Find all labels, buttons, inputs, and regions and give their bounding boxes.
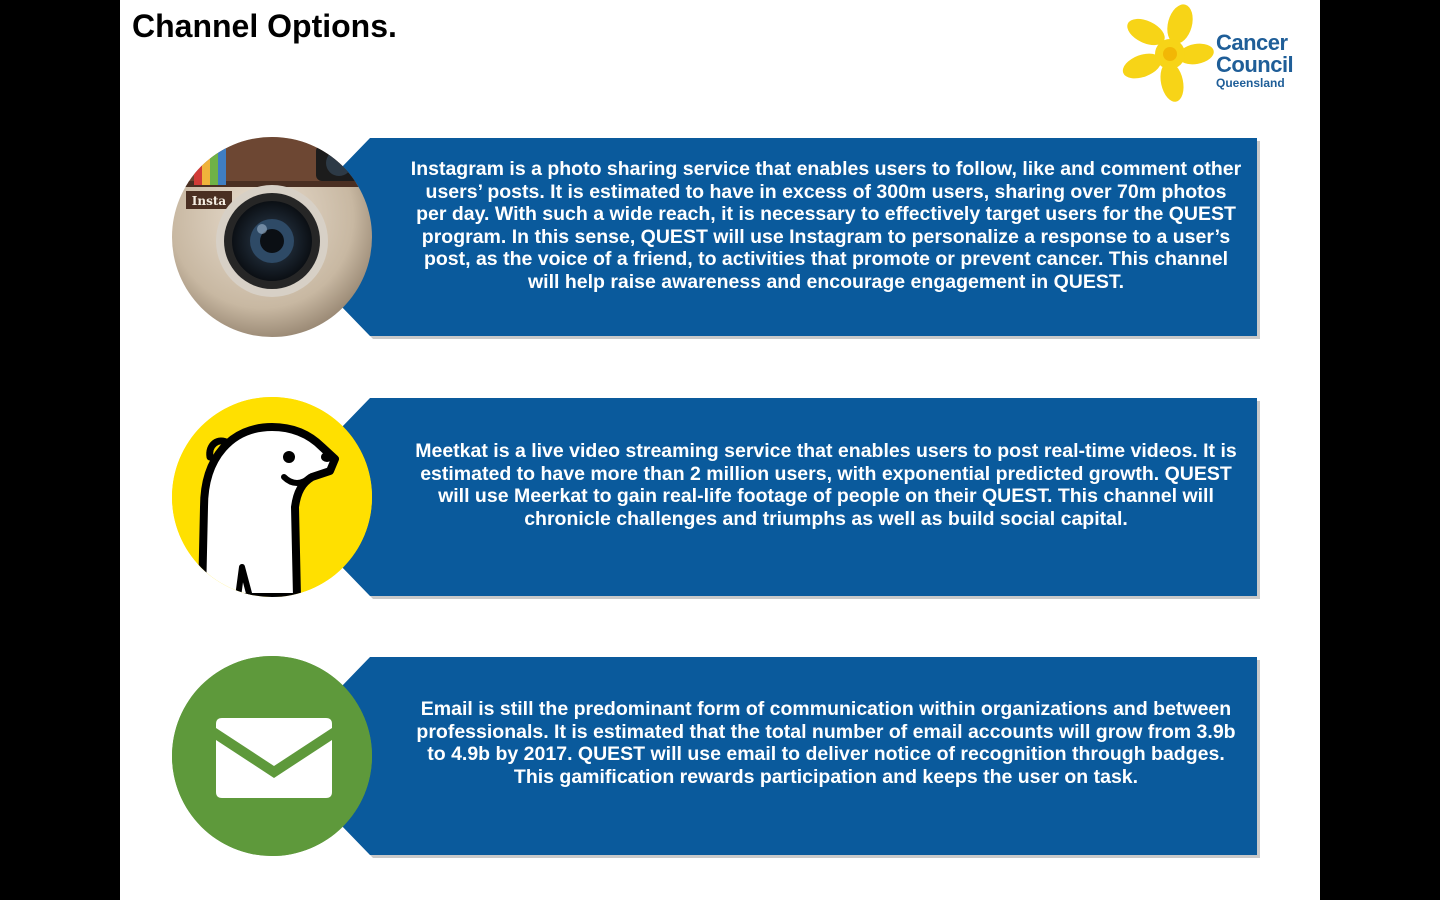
envelope-icon <box>172 656 372 856</box>
daffodil-icon <box>1120 2 1216 106</box>
logo-line-cancer: Cancer <box>1216 30 1288 55</box>
logo-line-queensland: Queensland <box>1216 76 1285 90</box>
cancer-council-logo <box>1120 2 1320 106</box>
slide <box>120 0 1320 900</box>
meerkat-icon <box>172 397 372 597</box>
instagram-camera-icon <box>172 137 372 337</box>
channel-description-instagram: Instagram is a photo sharing service that enables users to follow, like and comment other users’ posts. It is estimated to have in excess of 300m users, sharing over 70m photos per day. With such a wide reach, it is necessary to effectively target users for the QUEST program. In this sense, QUEST will use Instagram to personalize a response to a user’s post, as the voice of a friend, to activities that promote or prevent cancer. This channel will help raise awareness and encourage engagement in QUEST. <box>410 158 1242 293</box>
channel-description-email: Email is still the predominant form of communication within organizations and between professionals. It is estimated that the total number of email accounts will grow from 3.9b to 4.9b by 2017. QUEST will use email to deliver notice of recognition through badges. This gamification rewards participation and keeps the user on task. <box>416 698 1236 788</box>
channel-row-email <box>170 656 1260 858</box>
slide-title: Channel Options. <box>132 8 397 44</box>
instagram-badge: Insta <box>191 194 227 208</box>
logo-text <box>1216 32 1293 90</box>
channel-description-meerkat: Meetkat is a live video streaming service that enables users to post real-time videos. It is estimated to have more than 2 million users, with exponential predicted growth. QUEST will use Meerkat to gain real-life footage of people on their QUEST. This channel will chronicle challenges and triumphs as well as build social capital. <box>415 440 1237 530</box>
logo-line-council: Council <box>1216 52 1294 77</box>
channel-row-instagram <box>170 137 1260 339</box>
channel-row-meerkat <box>170 397 1260 599</box>
